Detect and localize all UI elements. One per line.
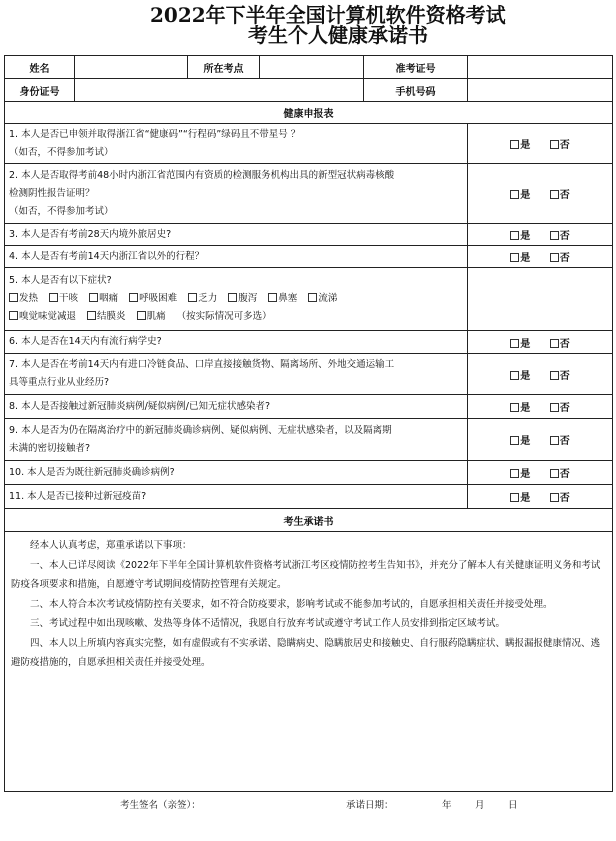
checkbox-icon xyxy=(510,493,519,502)
yes-option[interactable] xyxy=(510,186,530,201)
question-2 xyxy=(5,164,468,224)
question-3: 3. 本人是否有考前28天内境外旅居史? xyxy=(5,224,468,246)
symptom-label: 干咳 xyxy=(59,293,79,304)
checkbox-icon xyxy=(87,311,96,320)
yes-label: 是 xyxy=(520,190,531,201)
yes-label: 是 xyxy=(520,231,531,242)
question-2-note: （如否，不得参加考试） xyxy=(9,205,114,217)
pledge-item-4: 四、本人以上所填内容真实完整，如有虚假或有不实承诺、隐瞒病史、隐瞒旅居史和接触史、自行服药隐瞒症状、瞒报漏报健康情况、逃避防疫措施的，自愿承担相关责任并接受处理。 xyxy=(11,637,601,668)
name-field[interactable] xyxy=(75,56,188,79)
symptom-option[interactable] xyxy=(9,290,38,308)
phone-field[interactable] xyxy=(468,79,613,102)
no-option[interactable] xyxy=(550,399,570,414)
yes-label: 是 xyxy=(520,436,531,447)
yes-option[interactable] xyxy=(510,465,530,480)
no-label: 否 xyxy=(559,140,570,151)
symptom-label: 嗅觉味觉减退 xyxy=(19,311,77,322)
symptom-option[interactable] xyxy=(89,290,118,308)
checkbox-icon xyxy=(510,469,519,478)
checkbox-icon xyxy=(510,371,519,380)
pledge-header: 考生承诺书 xyxy=(5,509,613,532)
checkbox-icon xyxy=(550,339,559,348)
health-form-table xyxy=(4,55,613,792)
question-1-note: （如否，不得参加考试） xyxy=(9,146,114,158)
checkbox-icon xyxy=(228,293,237,302)
yes-option[interactable] xyxy=(510,136,530,151)
question-9-text: 9. 本人是否为仍在隔离治疗中的新冠肺炎确诊病例、疑似病例、无症状感染者，以及隔离期 xyxy=(9,424,392,436)
no-option[interactable] xyxy=(550,136,570,151)
checkbox-icon xyxy=(510,231,519,240)
no-option[interactable] xyxy=(550,186,570,201)
day-label: 日 xyxy=(508,800,518,811)
question-2-text-cont: 检测阴性报告证明？ xyxy=(9,187,95,199)
no-option[interactable] xyxy=(550,227,570,242)
pledge-item-3: 三、考试过程中如出现咳嗽、发热等身体不适情况，我愿自行放弃考试或遵守考试工作人员安排到指定区域考试。 xyxy=(30,618,506,629)
answer-5-empty xyxy=(468,268,613,331)
no-label: 否 xyxy=(559,493,570,504)
pledge-item-2: 二、本人符合本次考试疫情防控有关要求，如不符合防疫要求，影响考试或不能参加考试的，自愿承担相关责任并接受处理。 xyxy=(30,598,553,610)
checkbox-icon xyxy=(129,293,138,302)
pledge-body xyxy=(5,532,613,792)
ticket-field[interactable] xyxy=(468,56,613,79)
symptom-option[interactable] xyxy=(228,290,257,308)
no-option[interactable] xyxy=(550,489,570,504)
question-8: 8. 本人是否接触过新冠肺炎病例/疑似病例/已知无症状感染者? xyxy=(5,395,468,419)
question-7-text: 7. 本人是否在考前14天内有进口冷链食品、口岸直接接触货物、隔离场所、外地交通运输工 xyxy=(9,359,395,370)
symptom-option[interactable] xyxy=(188,290,217,308)
yes-label: 是 xyxy=(520,493,531,504)
symptom-option[interactable] xyxy=(87,308,126,326)
symptom-label: 流涕 xyxy=(318,293,338,304)
checkbox-icon xyxy=(550,231,559,240)
no-option[interactable] xyxy=(550,367,570,382)
answer-2 xyxy=(468,164,613,224)
answer-1 xyxy=(468,124,613,164)
question-5-text: 5. 本人是否有以下症状? xyxy=(9,275,112,286)
question-1-text: 1. 本人是否已申领并取得浙江省“健康码”“行程码”绿码且不带星号 ？ xyxy=(9,128,301,140)
answer-11 xyxy=(468,485,613,509)
ticket-label: 准考证号 xyxy=(364,56,468,79)
checkbox-icon xyxy=(510,140,519,149)
no-option[interactable] xyxy=(550,465,570,480)
no-label: 否 xyxy=(559,403,570,414)
checkbox-icon xyxy=(9,311,18,320)
answer-8 xyxy=(468,395,613,419)
month-label: 月 xyxy=(475,800,485,811)
title-line-1: 2022年下半年全国计算机软件资格考试 xyxy=(150,3,506,27)
name-label: 姓名 xyxy=(5,56,75,79)
pledge-item-1: 一、本人已详尽阅读《2022年下半年全国计算机软件资格考试浙江考区疫情防控考生告知书》，并充分了解本人有关健康证明义务和考试防疫各项要求和措施，自愿遵守考试期间疫情防控管理有关规定。 xyxy=(11,559,601,590)
answer-4 xyxy=(468,246,613,268)
question-7-text-cont: 具等重点行业从业经历? xyxy=(9,377,110,388)
no-option[interactable] xyxy=(550,335,570,350)
no-label: 否 xyxy=(559,436,570,447)
date-label: 承诺日期： xyxy=(346,800,394,811)
checkbox-icon xyxy=(89,293,98,302)
no-option[interactable] xyxy=(550,432,570,447)
question-4: 4. 本人是否有考前14天内浙江省以外的行程？ xyxy=(5,246,468,268)
symptom-option[interactable] xyxy=(308,290,337,308)
yes-option[interactable] xyxy=(510,432,530,447)
yes-option[interactable] xyxy=(510,249,530,264)
id-label: 身份证号 xyxy=(5,79,75,102)
question-1 xyxy=(5,124,468,164)
symptom-option[interactable] xyxy=(9,308,76,326)
no-label: 否 xyxy=(559,190,570,201)
checkbox-icon xyxy=(550,436,559,445)
yes-label: 是 xyxy=(520,338,531,350)
year-label: 年 xyxy=(442,800,452,811)
venue-label: 所在考点 xyxy=(188,56,260,79)
yes-label: 是 xyxy=(520,370,531,382)
checkbox-icon xyxy=(510,436,519,445)
symptom-option[interactable] xyxy=(129,290,177,308)
health-header: 健康申报表 xyxy=(5,102,613,124)
answer-3 xyxy=(468,224,613,246)
yes-option[interactable] xyxy=(510,335,530,350)
symptom-note: （按实际情况可多选） xyxy=(176,311,272,322)
question-9-text-cont: 未满的密切接触者? xyxy=(9,442,91,454)
title-line-2: 考生个人健康承诺书 xyxy=(248,23,428,47)
yes-option[interactable] xyxy=(510,399,530,414)
symptom-row-2 xyxy=(9,308,463,326)
checkbox-icon xyxy=(550,140,559,149)
no-label: 否 xyxy=(559,338,570,350)
checkbox-icon xyxy=(308,293,317,302)
symptom-label: 结膜炎 xyxy=(97,311,126,322)
symptom-option[interactable] xyxy=(49,290,78,308)
checkbox-icon xyxy=(49,293,58,302)
checkbox-icon xyxy=(510,403,519,412)
checkbox-icon xyxy=(188,293,197,302)
checkbox-icon xyxy=(550,493,559,502)
answer-10 xyxy=(468,461,613,485)
question-9 xyxy=(5,419,468,461)
yes-label: 是 xyxy=(520,253,531,264)
yes-label: 是 xyxy=(520,403,531,414)
checkbox-icon xyxy=(550,403,559,412)
no-label: 否 xyxy=(559,469,570,480)
pledge-intro: 经本人认真考虑，郑重承诺以下事项： xyxy=(30,540,192,551)
question-10: 10. 本人是否为既往新冠肺炎确诊病例? xyxy=(5,461,468,485)
checkbox-icon xyxy=(9,293,18,302)
checkbox-icon xyxy=(510,339,519,348)
symptom-label: 鼻塞 xyxy=(278,293,298,304)
question-5 xyxy=(5,268,468,331)
answer-7 xyxy=(468,354,613,395)
symptom-option[interactable] xyxy=(137,308,166,326)
checkbox-icon xyxy=(550,371,559,380)
checkbox-icon xyxy=(550,253,559,262)
no-label: 否 xyxy=(559,253,570,264)
checkbox-icon xyxy=(550,190,559,199)
signature-label: 考生签名（亲签）： xyxy=(120,800,201,811)
checkbox-icon xyxy=(510,190,519,199)
symptom-row-1 xyxy=(9,290,463,308)
symptom-option[interactable] xyxy=(268,290,297,308)
answer-9 xyxy=(468,419,613,461)
id-field[interactable] xyxy=(75,79,364,102)
symptom-label: 肌痛 xyxy=(146,311,166,322)
symptom-label: 呼吸困难 xyxy=(139,293,178,304)
checkbox-icon xyxy=(550,469,559,478)
no-label: 否 xyxy=(559,231,570,242)
checkbox-icon xyxy=(268,293,277,302)
symptom-label: 发热 xyxy=(19,293,39,304)
no-label: 否 xyxy=(559,370,570,382)
yes-option[interactable] xyxy=(510,489,530,504)
answer-6 xyxy=(468,331,613,354)
yes-label: 是 xyxy=(520,140,531,151)
phone-label: 手机号码 xyxy=(364,79,468,102)
yes-label: 是 xyxy=(520,469,531,480)
checkbox-icon xyxy=(510,253,519,262)
question-7 xyxy=(5,354,468,395)
symptom-label: 腹泻 xyxy=(238,293,258,304)
yes-option[interactable] xyxy=(510,367,530,382)
question-6: 6. 本人是否在14天内有流行病学史? xyxy=(5,331,468,354)
symptom-label: 乏力 xyxy=(198,293,218,304)
yes-option[interactable] xyxy=(510,227,530,242)
no-option[interactable] xyxy=(550,249,570,264)
question-11: 11. 本人是否已接种过新冠疫苗? xyxy=(5,485,468,509)
venue-field[interactable] xyxy=(260,56,364,79)
checkbox-icon xyxy=(137,311,146,320)
question-2-text: 2. 本人是否取得考前48小时内浙江省范围内有资质的检测服务机构出具的新型冠状病毒核酸 xyxy=(9,169,395,181)
symptom-label: 咽痛 xyxy=(99,293,119,304)
